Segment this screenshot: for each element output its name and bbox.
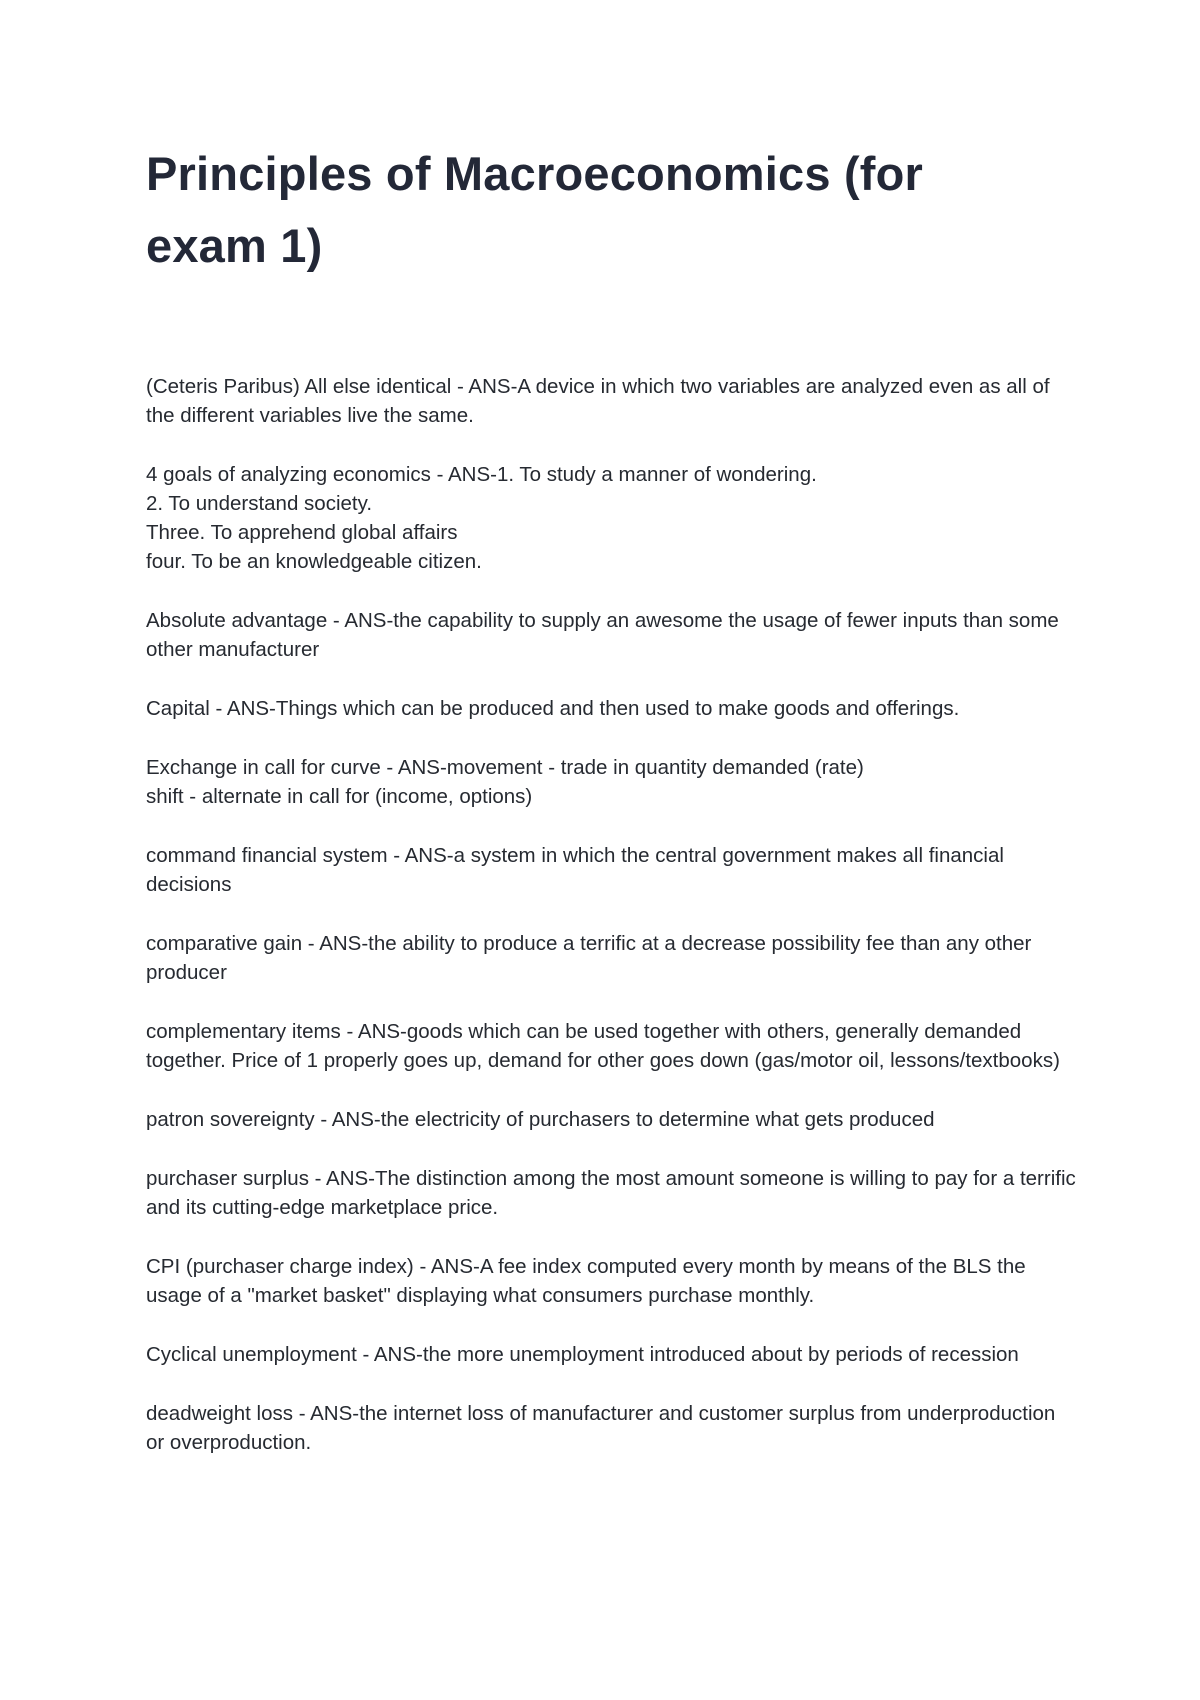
entry-capital: Capital - ANS-Things which can be produced and then used to make goods and offerings. (146, 697, 960, 720)
entry-comparative-gain: comparative gain - ANS-the ability to produce a terrific at a decrease possibility fee than any other producer (146, 932, 1038, 984)
page-title: Principles of Macroeconomics (for exam 1) (146, 147, 924, 272)
entry-patron-sovereignty: patron sovereignty - ANS-the electricity of purchasers to determine what gets produced (146, 1108, 935, 1131)
entry-four-goals: 4 goals of analyzing economics - ANS-1. To study a manner of wondering. 2. To understand society. Three. To apprehend global affairs four. To be an knowledgeable citizen. (146, 463, 817, 573)
entry-absolute-advantage: Absolute advantage - ANS-the capability to supply an awesome the usage of fewer inputs than some other manufacturer (146, 609, 1065, 661)
entry-deadweight-loss: deadweight loss - ANS-the internet loss of manufacturer and customer surplus from underproduction or overproduction. (146, 1402, 1062, 1454)
entry-ceteris-paribus: (Ceteris Paribus) All else identical - ANS-A device in which two variables are analyzed even as all of the different variables live the same. (146, 375, 1056, 427)
entry-demand-curve: Exchange in call for curve - ANS-movement - trade in quantity demanded (rate) shift - alternate in call for (income, options) (146, 756, 864, 808)
entry-cpi: CPI (purchaser charge index) - ANS-A fee index computed every month by means of the BLS the usage of a "market basket" displaying what consumers purchase monthly. (146, 1255, 1032, 1307)
entry-command-system: command financial system - ANS-a system in which the central government makes all financial decisions (146, 844, 1010, 896)
entry-complementary-items: complementary items - ANS-goods which can be used together with others, generally demanded together. Price of 1 properly goes up, demand for other goes down (gas/motor oil, lessons/textbooks) (146, 1020, 1060, 1072)
entry-list (146, 372, 1082, 1457)
entry-cyclical-unemployment: Cyclical unemployment - ANS-the more unemployment introduced about by periods of recession (146, 1343, 1019, 1366)
entry-purchaser-surplus: purchaser surplus - ANS-The distinction among the most amount someone is willing to pay for a terrific and its cutting-edge marketplace price. (146, 1167, 1082, 1219)
